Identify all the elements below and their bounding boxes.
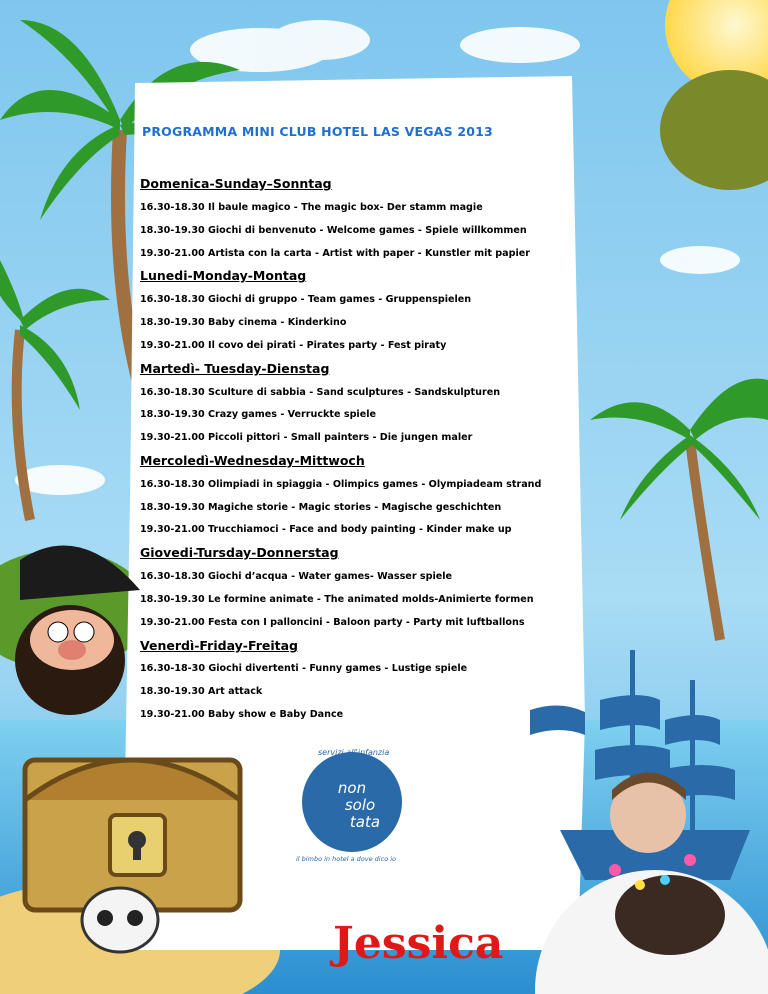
signature: Jessica: [333, 918, 504, 969]
schedule-item: 19.30-21.00 Artista con la carta - Artist with paper - Kunstler mit papier: [140, 248, 531, 259]
svg-text:non: non: [337, 779, 367, 797]
schedule-item: 16.30-18.30 Il baule magico - The magic box- Der stamm magie: [140, 202, 483, 213]
logo-top-text: servizi all'infanzia: [318, 748, 390, 757]
day-heading-thursday: Giovedi-Tursday-Donnerstag: [140, 545, 339, 560]
schedule-item: 19.30-21.00 Festa con I palloncini - Baloon party - Party mit luftballons: [140, 617, 525, 628]
schedule-item: 16.30-18.30 Olimpiadi in spiaggia - Olimpics games - Olympiadeam strand: [140, 479, 542, 490]
day-heading-friday: Venerdì-Friday-Freitag: [140, 638, 298, 653]
schedule-item: 19.30-21.00 Piccoli pittori - Small painters - Die jungen maler: [140, 432, 473, 443]
svg-text:tata: tata: [349, 813, 381, 831]
schedule-item: 18.30-19.30 Baby cinema - Kinderkino: [140, 317, 347, 328]
schedule-item: 16.30-18.30 Sculture di sabbia - Sand sculptures - Sandskulpturen: [140, 387, 501, 398]
schedule-item: 18.30-19.30 Le formine animate - The animated molds-Animierte formen: [140, 594, 534, 605]
logo-bottom-text: il bimbo in hotel a dove dico io: [296, 855, 397, 863]
schedule-item: 19.30-21.00 Il covo dei pirati - Pirates party - Fest piraty: [140, 340, 447, 351]
svg-text:solo: solo: [344, 796, 376, 814]
schedule-item: 19.30-21.00 Baby show e Baby Dance: [140, 709, 344, 720]
program-title: PROGRAMMA MINI CLUB HOTEL LAS VEGAS 2013: [142, 124, 493, 139]
day-heading-sunday: Domenica-Sunday–Sonntag: [140, 176, 332, 191]
schedule-item: 18.30-19.30 Giochi di benvenuto - Welcome games - Spiele willkommen: [140, 225, 527, 236]
schedule-item: 18.30-19.30 Crazy games - Verruckte spiele: [140, 409, 377, 420]
schedule-item: 16.30-18-30 Giochi divertenti - Funny games - Lustige spiele: [140, 663, 468, 674]
schedule-item: 16.30-18.30 Giochi di gruppo - Team games - Gruppenspielen: [140, 294, 472, 305]
schedule-item: 16.30-18.30 Giochi d’acqua - Water games- Wasser spiele: [140, 571, 453, 582]
schedule-item: 18.30-19.30 Art attack: [140, 686, 263, 697]
schedule-item: 19.30-21.00 Trucchiamoci - Face and body painting - Kinder make up: [140, 524, 512, 535]
day-heading-monday: Lunedi-Monday-Montag: [140, 268, 307, 283]
schedule-item: 18.30-19.30 Magiche storie - Magic stories - Magische geschichten: [140, 502, 502, 513]
day-heading-tuesday: Martedì- Tuesday-Dienstag: [140, 361, 330, 376]
day-heading-wednesday: Mercoledì-Wednesday-Mittwoch: [140, 453, 365, 468]
